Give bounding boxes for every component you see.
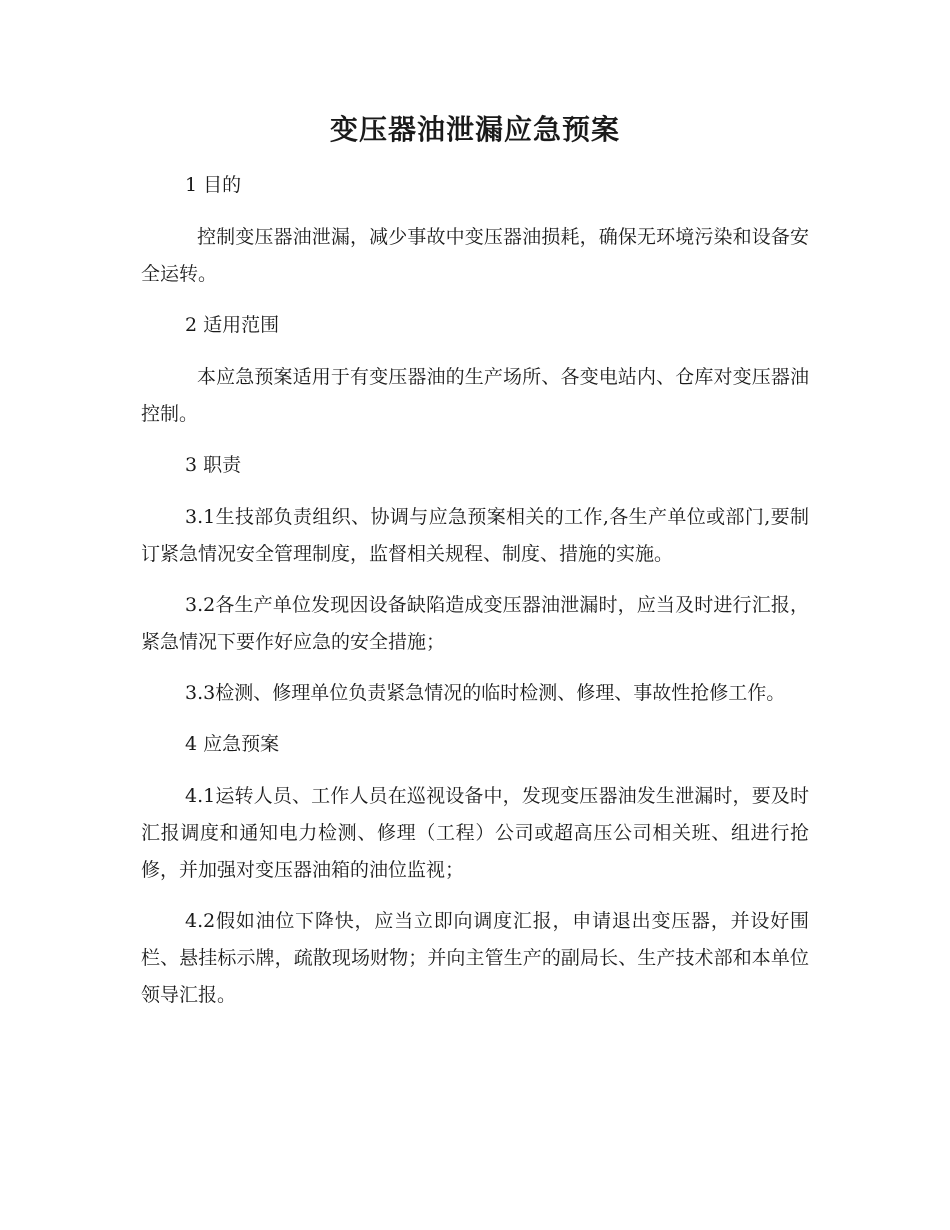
section-paragraph: 3.3检测、修理单位负责紧急情况的临时检测、修理、事故性抢修工作。: [185, 682, 786, 704]
section-paragraph: 3.1生技部负责组织、协调与应急预案相关的工作,各生产单位或部门,要制订紧急情况安全管理制度，监督相关规程、制度、措施的实施。: [141, 506, 809, 565]
document-body: [141, 167, 809, 1028]
section-heading-emergency-plan: 4 应急预案: [185, 733, 280, 755]
section-paragraph: 4.1运转人员、工作人员在巡视设备中，发现变压器油发生泄漏时，要及时汇报调度和通知电力检测、修理（工程）公司或超高压公司相关班、组进行抢修，并加强对变压器油箱的油位监视；: [141, 785, 809, 881]
document-title: 变压器油泄漏应急预案: [329, 113, 620, 146]
section-heading-scope: 2 适用范围: [185, 314, 280, 336]
section-paragraph: 3.2各生产单位发现因设备缺陷造成变压器油泄漏时，应当及时进行汇报，紧急情况下要作好应急的安全措施；: [141, 594, 809, 653]
section-heading-responsibilities: 3 职责: [185, 454, 242, 476]
section-paragraph: 4.2假如油位下降快，应当立即向调度汇报，申请退出变压器，并设好围栏、悬挂标示牌，疏散现场财物；并向主管生产的副局长、生产技术部和本单位领导汇报。: [141, 910, 809, 1006]
section-paragraph: 本应急预案适用于有变压器油的生产场所、各变电站内、仓库对变压器油控制。: [141, 366, 809, 425]
section-heading-purpose: 1 目的: [185, 174, 242, 196]
section-paragraph: 控制变压器油泄漏，减少事故中变压器油损耗，确保无环境污染和设备安全运转。: [141, 226, 809, 285]
